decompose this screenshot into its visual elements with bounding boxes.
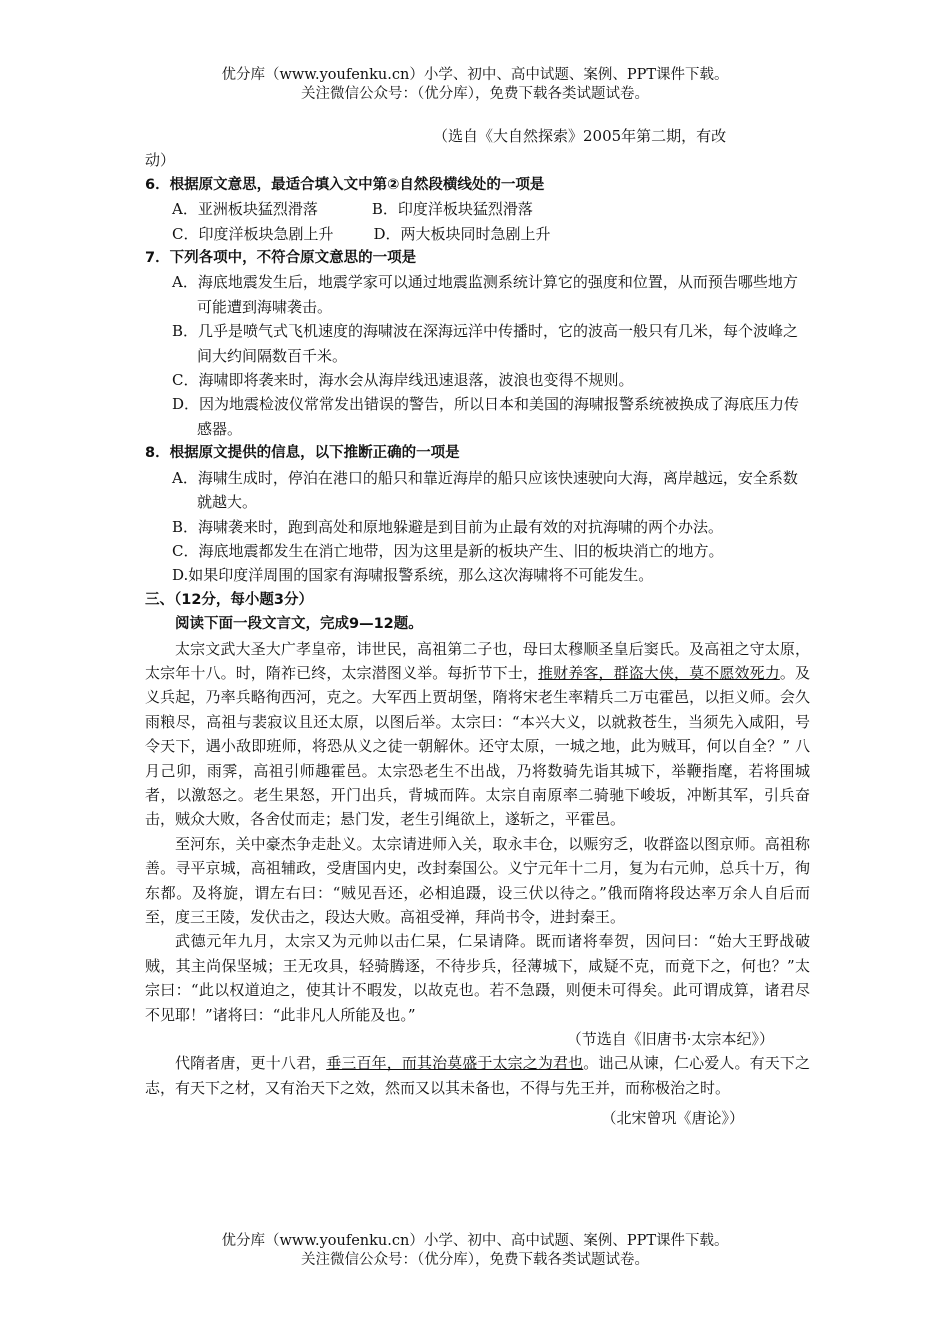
question-7-stem: 7．下列各项中，不符合原文意思的一项是 [145,250,417,267]
page-header [0,66,950,104]
passage-p4-text-a: 代隋者唐，更十八君， [175,1054,327,1073]
question-8-option-a: A．海啸生成时，停泊在港口的船只和靠近海岸的船只应该快速驶向大海，离岸越远，安全系数就越大。 [172,468,798,512]
passage-paragraph-3: 武德元年九月，太宗又为元帅以击仁杲，仁杲请降。既而诸将奉贺，因问曰：“始大王野战破贼，其主尚保坚城；王无攻具，轻骑腾逐，不待步兵，径薄城下，咸疑不克，而竟下之，何也？”太宗曰：“此以权道迫之，使其计不暇发，以故克也。若不急蹑，则便未可得矣。此可谓成算，诸君尽不见耶！”诸将曰：“此非凡人所能及也。” [145,932,810,1024]
section-3-title: 三、（12分，每小题3分） [145,591,314,608]
source-citation-1: （选自《大自然探索》2005年第二期，有改 [433,127,727,145]
section-3-instruction: 阅读下面一段文言文，完成9—12题。 [175,616,423,633]
passage-paragraph-2: 至河东，关中豪杰争走赴义。太宗请进师入关，取永丰仓，以赈穷乏，收群盗以图京师。高祖称善。寻平京城，高祖辅政，受唐国内史，改封秦国公。义宁元年十二月，复为右元帅，总兵十万，徇东都。及将旋，谓左右曰：“贼见吾还，必相追蹑，设三伏以待之。”俄而隋将段达率万余人自后而至，度三王陵，发伏击之，段达大败。高祖受禅，拜尚书令，进封秦王。 [145,834,810,926]
passage-p1-text-b: 。及义兵起，乃率兵略徇西河，克之。大军西上贾胡堡，隋将宋老生率精兵二万屯霍邑，以拒义师。会久雨粮尽，高祖与裴寂议且还太原，以图后举。太宗曰：“本兴大义，以就救苍生，当须先入咸阳，号令天下，遇小敌即班师，将恐从义之徒一朝解休。还守太原，一城之地，此为贼耳，何以自全？” 八月己卯，雨霁，高祖引师趣霍邑。太宗恐老生不出战，乃将数骑先诣其城下，举鞭指麾，若将围城者，以激怒之。老生果怒，开门出兵，背城而阵。太宗自南原率二骑驰下峻坂，冲断其军，引兵奋击，贼众大败，各舍仗而走；悬门发，老生引绳欲上，遂斩之，平霍邑。 [145,663,810,829]
question-8-stem: 8．根据原文提供的信息，以下推断正确的一项是 [145,445,460,462]
source-citation-1-cont: 动） [145,151,176,170]
question-7-option-a: A．海底地震发生后，地震学家可以通过地震监测系统计算它的强度和位置，从而预告哪些地方可能遭到海啸袭击。 [172,273,798,316]
question-6-option-c: C．印度洋板块急剧上升 [172,224,334,243]
source-citation-2: （节选自《旧唐书·太宗本纪》） [566,1030,774,1049]
header-line-1: 优分库（www.youfenku.cn）小学、初中、高中试题、案例、PPT课件下载。 [221,67,729,83]
question-7-option-d: D．因为地震检波仪常常发出错误的警告，所以日本和美国的海啸报警系统被换成了海底压力传感器。 [172,395,800,438]
footer-line-2: 关注微信公众号：（优分库），免费下载各类试题试卷。 [301,1252,649,1268]
passage-paragraph-4 [145,1051,810,1100]
question-8-option-c: C．海底地震都发生在消亡地带，因为这里是新的板块产生、旧的板块消亡的地方。 [172,541,724,560]
question-8-option-b: B．海啸袭来时，跑到高处和原地躲避是到目前为止最有效的对抗海啸的两个办法。 [172,517,724,536]
question-6-options-ab [145,197,810,221]
source-citation-3: （北宋曾巩《唐论》） [601,1109,744,1128]
passage-p1-text-a: 太宗文武大圣大广孝皇帝，讳世民，高祖第二子也，母曰太穆顺圣皇后窦氏。及高祖之守太原，太宗年十八。时，隋祚已终，太宗潜图义举。每折节下士， [145,639,810,682]
passage-p4-text-b: 。诎己从谏，仁心爱人。有天下之志，有天下之材，又有治天下之效，然而又以其未备也，不得与先王并，而称极治之时。 [145,1054,810,1097]
question-6-stem: 6．根据原文意思，最适合填入文中第②自然段横线处的一项是 [145,176,545,193]
footer-line-1: 优分库（www.youfenku.cn）小学、初中、高中试题、案例、PPT课件下载。 [221,1233,729,1249]
page-footer [0,1232,950,1270]
passage-p1-underlined: 推财养客，群盗大侠，莫不愿效死力 [538,663,780,682]
header-line-2: 关注微信公众号：（优分库），免费下载各类试题试卷。 [301,86,649,102]
question-6-option-d: D．两大板块同时急剧上升 [373,224,551,243]
passage-paragraph-1 [145,637,810,832]
question-6-option-b: B．印度洋板块猛烈滑落 [371,200,533,219]
question-6-option-a: A．亚洲板块猛烈滑落 [172,200,318,219]
question-8-option-d: D.如果印度洋周围的国家有海啸报警系统，那么这次海啸将不可能发生。 [172,566,654,585]
document-body [145,124,810,1131]
passage-p4-underlined: 垂三百年，而其治莫盛于太宗之为君也 [326,1054,584,1073]
question-6-options-cd [145,222,810,246]
question-7-option-b: B．几乎是喷气式飞机速度的海啸波在深海远洋中传播时，它的波高一般只有几米，每个波峰之间大约间隔数百千米。 [172,322,799,365]
question-7-option-c: C．海啸即将袭来时，海水会从海岸线迅速退落，波浪也变得不规则。 [172,371,634,390]
